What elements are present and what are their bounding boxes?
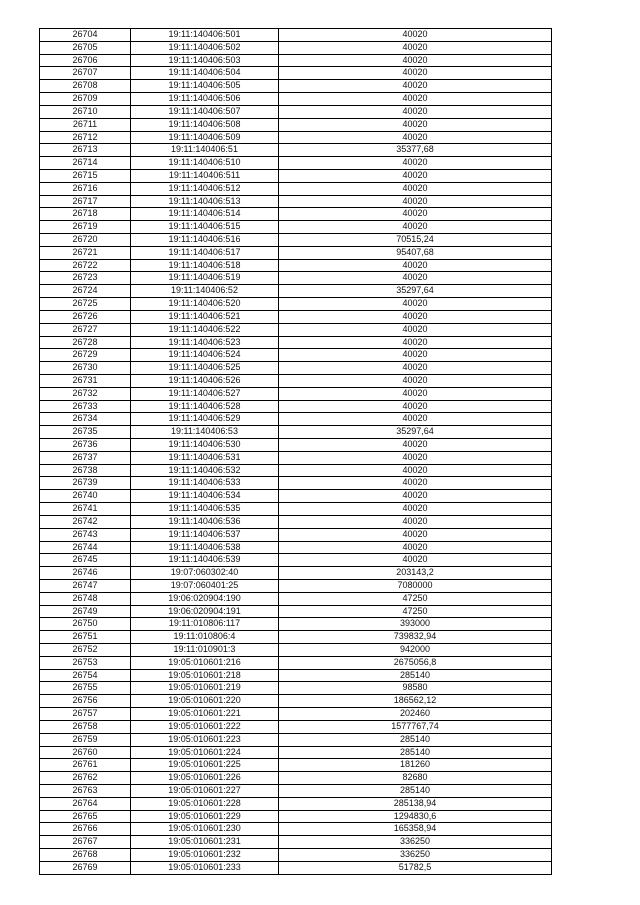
table-row xyxy=(40,464,552,477)
cadastral-number-cell: 19:11:140406:507 xyxy=(131,105,279,118)
cadastral-number-cell: 19:11:140406:527 xyxy=(131,387,279,400)
row-number-cell: 26733 xyxy=(40,400,131,413)
value-cell: 40020 xyxy=(279,541,552,554)
row-number-cell: 26722 xyxy=(40,259,131,272)
value-cell: 40020 xyxy=(279,169,552,182)
row-number-cell: 26745 xyxy=(40,554,131,567)
row-number-cell: 26710 xyxy=(40,105,131,118)
table-row xyxy=(40,336,552,349)
value-cell: 40020 xyxy=(279,272,552,285)
table-row xyxy=(40,772,552,785)
cadastral-number-cell: 19:11:140406:536 xyxy=(131,515,279,528)
cadastral-number-cell: 19:11:140406:515 xyxy=(131,221,279,234)
cadastral-number-cell: 19:11:140406:504 xyxy=(131,67,279,80)
cadastral-number-cell: 19:11:140406:528 xyxy=(131,400,279,413)
row-number-cell: 26765 xyxy=(40,810,131,823)
cadastral-number-cell: 19:11:140406:524 xyxy=(131,349,279,362)
table-row xyxy=(40,567,552,580)
cadastral-number-cell: 19:11:140406:502 xyxy=(131,41,279,54)
table-row xyxy=(40,208,552,221)
cadastral-number-cell: 19:11:140406:512 xyxy=(131,182,279,195)
table-row xyxy=(40,810,552,823)
table-row xyxy=(40,285,552,298)
cadastral-number-cell: 19:07:060302:40 xyxy=(131,567,279,580)
cadastral-number-cell: 19:11:140406:530 xyxy=(131,439,279,452)
row-number-cell: 26725 xyxy=(40,298,131,311)
table-row xyxy=(40,528,552,541)
table-row xyxy=(40,259,552,272)
table-row xyxy=(40,169,552,182)
row-number-cell: 26746 xyxy=(40,567,131,580)
value-cell: 181260 xyxy=(279,759,552,772)
row-number-cell: 26718 xyxy=(40,208,131,221)
cadastral-number-cell: 19:05:010601:223 xyxy=(131,733,279,746)
cadastral-number-cell: 19:11:140406:517 xyxy=(131,246,279,259)
value-cell: 40020 xyxy=(279,451,552,464)
cadastral-number-cell: 19:05:010601:219 xyxy=(131,682,279,695)
value-cell: 285140 xyxy=(279,669,552,682)
cadastral-number-cell: 19:05:010601:232 xyxy=(131,849,279,862)
cadastral-number-cell: 19:11:140406:538 xyxy=(131,541,279,554)
row-number-cell: 26744 xyxy=(40,541,131,554)
value-cell: 40020 xyxy=(279,528,552,541)
cadastral-number-cell: 19:05:010601:228 xyxy=(131,797,279,810)
table-row xyxy=(40,93,552,106)
row-number-cell: 26738 xyxy=(40,464,131,477)
value-cell: 1577767,74 xyxy=(279,720,552,733)
table-row xyxy=(40,631,552,644)
cadastral-number-cell: 19:05:010601:220 xyxy=(131,695,279,708)
table-row xyxy=(40,682,552,695)
value-cell: 51782,5 xyxy=(279,861,552,874)
row-number-cell: 26723 xyxy=(40,272,131,285)
table-row xyxy=(40,54,552,67)
table-row xyxy=(40,387,552,400)
value-cell: 40020 xyxy=(279,349,552,362)
value-cell: 336250 xyxy=(279,849,552,862)
row-number-cell: 26712 xyxy=(40,131,131,144)
table-row xyxy=(40,29,552,42)
row-number-cell: 26731 xyxy=(40,374,131,387)
row-number-cell: 26757 xyxy=(40,708,131,721)
table-row xyxy=(40,131,552,144)
cadastral-number-cell: 19:11:140406:519 xyxy=(131,272,279,285)
value-cell: 285140 xyxy=(279,746,552,759)
value-cell: 2675056,8 xyxy=(279,656,552,669)
cadastral-number-cell: 19:11:140406:521 xyxy=(131,310,279,323)
value-cell: 40020 xyxy=(279,208,552,221)
cadastral-number-cell: 19:06:020904:190 xyxy=(131,592,279,605)
cadastral-number-cell: 19:11:140406:511 xyxy=(131,169,279,182)
table-row xyxy=(40,733,552,746)
row-number-cell: 26759 xyxy=(40,733,131,746)
cadastral-number-cell: 19:11:140406:532 xyxy=(131,464,279,477)
value-cell: 40020 xyxy=(279,387,552,400)
value-cell: 40020 xyxy=(279,221,552,234)
row-number-cell: 26720 xyxy=(40,234,131,247)
row-number-cell: 26767 xyxy=(40,836,131,849)
value-cell: 1294830,6 xyxy=(279,810,552,823)
table-row xyxy=(40,656,552,669)
value-cell: 203143,2 xyxy=(279,567,552,580)
row-number-cell: 26715 xyxy=(40,169,131,182)
value-cell: 393000 xyxy=(279,618,552,631)
value-cell: 70515,24 xyxy=(279,234,552,247)
value-cell: 40020 xyxy=(279,336,552,349)
row-number-cell: 26729 xyxy=(40,349,131,362)
value-cell: 40020 xyxy=(279,118,552,131)
table-row xyxy=(40,298,552,311)
row-number-cell: 26752 xyxy=(40,644,131,657)
cadastral-number-cell: 19:11:140406:534 xyxy=(131,490,279,503)
value-cell: 285140 xyxy=(279,784,552,797)
table-row xyxy=(40,515,552,528)
value-cell: 47250 xyxy=(279,605,552,618)
cadastral-number-cell: 19:11:140406:510 xyxy=(131,157,279,170)
table-row xyxy=(40,669,552,682)
row-number-cell: 26760 xyxy=(40,746,131,759)
row-number-cell: 26747 xyxy=(40,579,131,592)
value-cell: 40020 xyxy=(279,362,552,375)
row-number-cell: 26763 xyxy=(40,784,131,797)
value-cell: 40020 xyxy=(279,439,552,452)
row-number-cell: 26704 xyxy=(40,29,131,42)
cadastral-number-cell: 19:11:140406:525 xyxy=(131,362,279,375)
value-cell: 95407,68 xyxy=(279,246,552,259)
value-cell: 739832,94 xyxy=(279,631,552,644)
row-number-cell: 26719 xyxy=(40,221,131,234)
value-cell: 35297,64 xyxy=(279,426,552,439)
table-body xyxy=(40,29,552,875)
table-row xyxy=(40,797,552,810)
cadastral-number-cell: 19:11:140406:518 xyxy=(131,259,279,272)
table-row xyxy=(40,451,552,464)
table-row xyxy=(40,708,552,721)
table-row xyxy=(40,784,552,797)
cadastral-number-cell: 19:05:010601:233 xyxy=(131,861,279,874)
cadastral-number-cell: 19:11:140406:52 xyxy=(131,285,279,298)
value-cell: 40020 xyxy=(279,413,552,426)
table-row xyxy=(40,144,552,157)
row-number-cell: 26758 xyxy=(40,720,131,733)
value-cell: 40020 xyxy=(279,323,552,336)
value-cell: 40020 xyxy=(279,374,552,387)
cadastral-number-cell: 19:11:140406:523 xyxy=(131,336,279,349)
value-cell: 40020 xyxy=(279,157,552,170)
value-cell: 40020 xyxy=(279,195,552,208)
value-cell: 40020 xyxy=(279,554,552,567)
cadastral-number-cell: 19:11:140406:520 xyxy=(131,298,279,311)
table-row xyxy=(40,823,552,836)
table-row xyxy=(40,157,552,170)
row-number-cell: 26748 xyxy=(40,592,131,605)
cadastral-number-cell: 19:11:140406:509 xyxy=(131,131,279,144)
table-row xyxy=(40,246,552,259)
value-cell: 98580 xyxy=(279,682,552,695)
value-cell: 942000 xyxy=(279,644,552,657)
row-number-cell: 26705 xyxy=(40,41,131,54)
table-row xyxy=(40,490,552,503)
value-cell: 7080000 xyxy=(279,579,552,592)
value-cell: 40020 xyxy=(279,515,552,528)
table-row xyxy=(40,195,552,208)
row-number-cell: 26716 xyxy=(40,182,131,195)
row-number-cell: 26711 xyxy=(40,118,131,131)
cadastral-number-cell: 19:11:010901:3 xyxy=(131,644,279,657)
row-number-cell: 26735 xyxy=(40,426,131,439)
value-cell: 40020 xyxy=(279,105,552,118)
cadastral-number-cell: 19:11:140406:506 xyxy=(131,93,279,106)
table-row xyxy=(40,579,552,592)
cadastral-number-cell: 19:05:010601:224 xyxy=(131,746,279,759)
value-cell: 40020 xyxy=(279,93,552,106)
row-number-cell: 26728 xyxy=(40,336,131,349)
value-cell: 40020 xyxy=(279,182,552,195)
cadastral-number-cell: 19:05:010601:230 xyxy=(131,823,279,836)
value-cell: 82680 xyxy=(279,772,552,785)
cadastral-number-cell: 19:11:140406:539 xyxy=(131,554,279,567)
table-row xyxy=(40,374,552,387)
value-cell: 40020 xyxy=(279,400,552,413)
value-cell: 40020 xyxy=(279,464,552,477)
table-row xyxy=(40,272,552,285)
row-number-cell: 26724 xyxy=(40,285,131,298)
cadastral-number-cell: 19:11:140406:537 xyxy=(131,528,279,541)
cadastral-number-cell: 19:11:140406:53 xyxy=(131,426,279,439)
row-number-cell: 26751 xyxy=(40,631,131,644)
table-row xyxy=(40,41,552,54)
value-cell: 40020 xyxy=(279,41,552,54)
cadastral-number-cell: 19:05:010601:218 xyxy=(131,669,279,682)
value-cell: 35297,64 xyxy=(279,285,552,298)
table-row xyxy=(40,310,552,323)
value-cell: 40020 xyxy=(279,310,552,323)
row-number-cell: 26769 xyxy=(40,861,131,874)
row-number-cell: 26713 xyxy=(40,144,131,157)
cadastral-number-cell: 19:11:140406:508 xyxy=(131,118,279,131)
value-cell: 40020 xyxy=(279,67,552,80)
table-row xyxy=(40,503,552,516)
cadastral-number-cell: 19:11:140406:514 xyxy=(131,208,279,221)
table-row xyxy=(40,605,552,618)
table-row xyxy=(40,541,552,554)
cadastral-number-cell: 19:05:010601:216 xyxy=(131,656,279,669)
row-number-cell: 26750 xyxy=(40,618,131,631)
value-cell: 40020 xyxy=(279,54,552,67)
row-number-cell: 26721 xyxy=(40,246,131,259)
cadastral-number-cell: 19:07:060401:25 xyxy=(131,579,279,592)
cadastral-number-cell: 19:11:140406:51 xyxy=(131,144,279,157)
value-cell: 336250 xyxy=(279,836,552,849)
table-row xyxy=(40,618,552,631)
table-row xyxy=(40,439,552,452)
table-row xyxy=(40,80,552,93)
row-number-cell: 26754 xyxy=(40,669,131,682)
value-cell: 285140 xyxy=(279,733,552,746)
row-number-cell: 26730 xyxy=(40,362,131,375)
table-row xyxy=(40,182,552,195)
table-row xyxy=(40,221,552,234)
table-row xyxy=(40,413,552,426)
cadastral-number-cell: 19:11:010806:4 xyxy=(131,631,279,644)
row-number-cell: 26743 xyxy=(40,528,131,541)
row-number-cell: 26736 xyxy=(40,439,131,452)
cadastral-number-cell: 19:05:010601:229 xyxy=(131,810,279,823)
row-number-cell: 26761 xyxy=(40,759,131,772)
table-row xyxy=(40,695,552,708)
row-number-cell: 26737 xyxy=(40,451,131,464)
cadastral-number-cell: 19:05:010601:226 xyxy=(131,772,279,785)
row-number-cell: 26708 xyxy=(40,80,131,93)
row-number-cell: 26709 xyxy=(40,93,131,106)
value-cell: 40020 xyxy=(279,29,552,42)
value-cell: 165358,94 xyxy=(279,823,552,836)
row-number-cell: 26734 xyxy=(40,413,131,426)
value-cell: 40020 xyxy=(279,298,552,311)
row-number-cell: 26707 xyxy=(40,67,131,80)
row-number-cell: 26768 xyxy=(40,849,131,862)
table-row xyxy=(40,118,552,131)
table-row xyxy=(40,349,552,362)
table-row xyxy=(40,720,552,733)
table-row xyxy=(40,362,552,375)
row-number-cell: 26749 xyxy=(40,605,131,618)
table-row xyxy=(40,746,552,759)
cadastral-number-cell: 19:11:140406:516 xyxy=(131,234,279,247)
table-row xyxy=(40,323,552,336)
value-cell: 40020 xyxy=(279,259,552,272)
row-number-cell: 26742 xyxy=(40,515,131,528)
cadastral-number-cell: 19:05:010601:221 xyxy=(131,708,279,721)
value-cell: 35377,68 xyxy=(279,144,552,157)
row-number-cell: 26756 xyxy=(40,695,131,708)
table-row xyxy=(40,426,552,439)
cadastral-number-cell: 19:05:010601:227 xyxy=(131,784,279,797)
cadastral-number-cell: 19:05:010601:222 xyxy=(131,720,279,733)
table-row xyxy=(40,836,552,849)
row-number-cell: 26762 xyxy=(40,772,131,785)
row-number-cell: 26726 xyxy=(40,310,131,323)
row-number-cell: 26741 xyxy=(40,503,131,516)
table-row xyxy=(40,849,552,862)
table-row xyxy=(40,105,552,118)
table-row xyxy=(40,861,552,874)
table-row xyxy=(40,477,552,490)
cadastral-number-cell: 19:11:140406:503 xyxy=(131,54,279,67)
cadastral-number-cell: 19:05:010601:225 xyxy=(131,759,279,772)
value-cell: 40020 xyxy=(279,490,552,503)
value-cell: 40020 xyxy=(279,477,552,490)
cadastral-number-cell: 19:11:140406:526 xyxy=(131,374,279,387)
row-number-cell: 26732 xyxy=(40,387,131,400)
row-number-cell: 26727 xyxy=(40,323,131,336)
row-number-cell: 26766 xyxy=(40,823,131,836)
cadastral-number-cell: 19:05:010601:231 xyxy=(131,836,279,849)
value-cell: 285138,94 xyxy=(279,797,552,810)
cadastral-number-cell: 19:11:140406:529 xyxy=(131,413,279,426)
row-number-cell: 26755 xyxy=(40,682,131,695)
value-cell: 47250 xyxy=(279,592,552,605)
row-number-cell: 26706 xyxy=(40,54,131,67)
cadastral-number-cell: 19:11:140406:522 xyxy=(131,323,279,336)
cadastral-number-cell: 19:11:140406:513 xyxy=(131,195,279,208)
row-number-cell: 26739 xyxy=(40,477,131,490)
cadastral-number-cell: 19:06:020904:191 xyxy=(131,605,279,618)
data-table xyxy=(39,28,552,875)
row-number-cell: 26714 xyxy=(40,157,131,170)
table-row xyxy=(40,400,552,413)
value-cell: 40020 xyxy=(279,503,552,516)
value-cell: 40020 xyxy=(279,80,552,93)
table-row xyxy=(40,234,552,247)
cadastral-number-cell: 19:11:140406:501 xyxy=(131,29,279,42)
row-number-cell: 26764 xyxy=(40,797,131,810)
row-number-cell: 26753 xyxy=(40,656,131,669)
cadastral-number-cell: 19:11:010806:117 xyxy=(131,618,279,631)
value-cell: 202460 xyxy=(279,708,552,721)
table-row xyxy=(40,554,552,567)
row-number-cell: 26740 xyxy=(40,490,131,503)
cadastral-number-cell: 19:11:140406:535 xyxy=(131,503,279,516)
cadastral-number-cell: 19:11:140406:505 xyxy=(131,80,279,93)
table-row xyxy=(40,67,552,80)
table-row xyxy=(40,592,552,605)
cadastral-number-cell: 19:11:140406:533 xyxy=(131,477,279,490)
table-row xyxy=(40,759,552,772)
value-cell: 40020 xyxy=(279,131,552,144)
value-cell: 186562,12 xyxy=(279,695,552,708)
row-number-cell: 26717 xyxy=(40,195,131,208)
cadastral-number-cell: 19:11:140406:531 xyxy=(131,451,279,464)
table-row xyxy=(40,644,552,657)
